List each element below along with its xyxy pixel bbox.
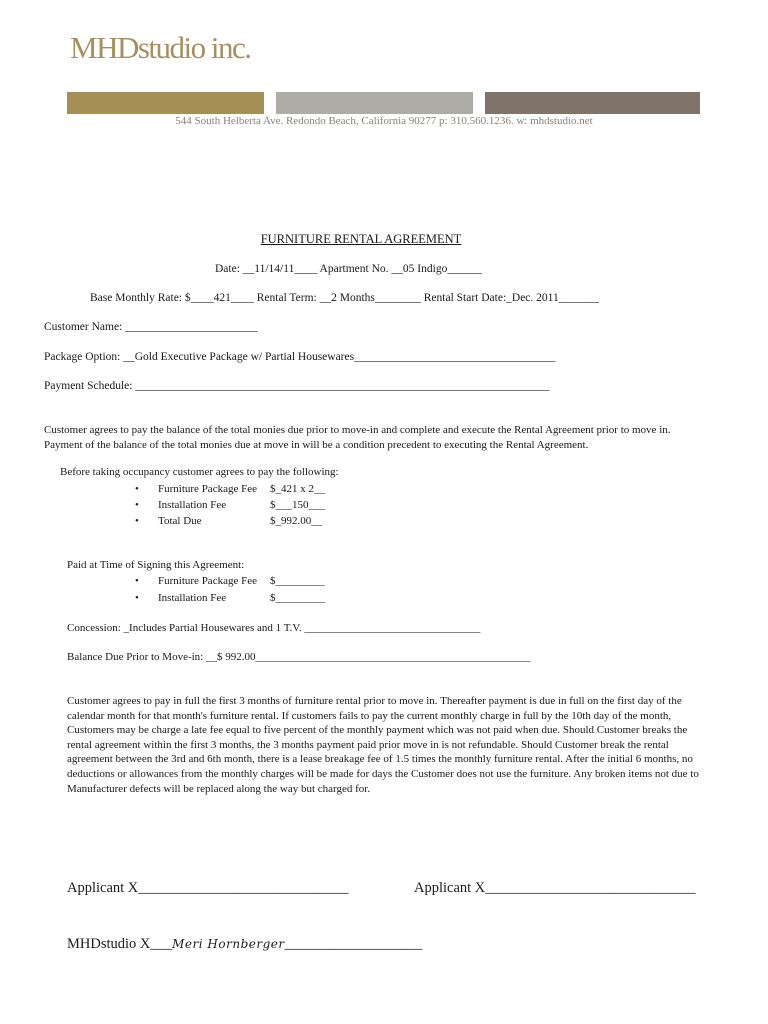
bullet-dot: • [135,499,139,511]
fee-label: Furniture Package Fee [158,483,257,495]
bullet-dot: • [135,575,139,587]
fee-value: $_992.00__ [270,515,323,527]
date-apartment-line: Date: __11/14/11____ Apartment No. __05 Indigo______ [215,263,482,275]
fee-value: $_421 x 2__ [270,483,325,495]
handwritten-signature: Meri Hornberger [172,937,285,951]
intro-paragraph: Customer agrees to pay the balance of the total monies due prior to move-in and complete and execute the Rental Agreement prior to move in. Payment of the balance of the total monies due at move in will be a condition precedent to executing the Rental Agreement. [44,424,671,451]
bullet-dot: • [135,592,139,604]
studio-signature-prefix: MHDstudio X___ [67,936,173,952]
customer-name-field: Customer Name: _______________________ [44,321,258,333]
header-bar-brown [485,92,700,114]
fee-value: $___150___ [270,499,325,511]
fee-value: $_________ [270,575,325,587]
studio-signature-line [67,936,422,953]
terms-paragraph: Customer agrees to pay in full the first 3 months of furniture rental prior to move in. Thereafter payment is due in full on the first day of the calendar month for that month's furniture rental. If customers fails to pay the current monthly charge in full by the 10th day of the month, Customers may be charge a late fee equal to five percent of the monthly payment which was not paid when due. Should Customer breaks the rental agreement within the first 3 months, the 3 months payment paid prior move in is not refundable. Should Customer break the rental agreement between the 3rd and 6th month, there is a lease breakage fee of 1.5 times the monthly furniture rental. After the initial 6 months, no deductions or allowances from the monthly charges will be made for days the Customer does not use the furniture. Any broken items not due to Manufacturer defects will be replaced along the way but charged for. [67,695,699,795]
concession-field: Concession: _Includes Partial Housewares and 1 T.V. ________________________________ [67,622,481,634]
bullet-dot: • [135,483,139,495]
header-bar-gray [276,92,473,114]
occupancy-heading: Before taking occupancy customer agrees to pay the following: [60,466,339,478]
fee-label: Installation Fee [158,592,227,604]
company-address: 544 South Helberta Ave. Redondo Beach, California 90277 p: 310.560.1236. w: mhdstudio.net [175,115,593,127]
package-option-field: Package Option: __Gold Executive Package w/ Partial Housewares___________________________________ [44,351,556,363]
header-bar-gold [67,92,264,114]
fee-label: Installation Fee [158,499,227,511]
payment-schedule-field: Payment Schedule: ________________________________________________________________________ [44,380,550,392]
applicant-signature-line-2: Applicant X_____________________________ [414,880,696,896]
bullet-dot: • [135,515,139,527]
fee-value: $_________ [270,592,325,604]
balance-due-field: Balance Due Prior to Move-in: __$ 992.00__________________________________________________ [67,651,531,663]
fee-label: Furniture Package Fee [158,575,257,587]
company-logo: MHDstudio inc. [70,30,251,65]
document-title: FURNITURE RENTAL AGREEMENT [260,232,462,246]
applicant-signature-line-1: Applicant X_____________________________ [67,880,349,896]
rate-term-line: Base Monthly Rate: $____421____ Rental Term: __2 Months________ Rental Start Date:_Dec. 2011_______ [90,292,599,304]
signing-heading: Paid at Time of Signing this Agreement: [67,559,245,571]
studio-signature-suffix: ___________________ [284,936,423,952]
fee-label: Total Due [158,515,202,527]
